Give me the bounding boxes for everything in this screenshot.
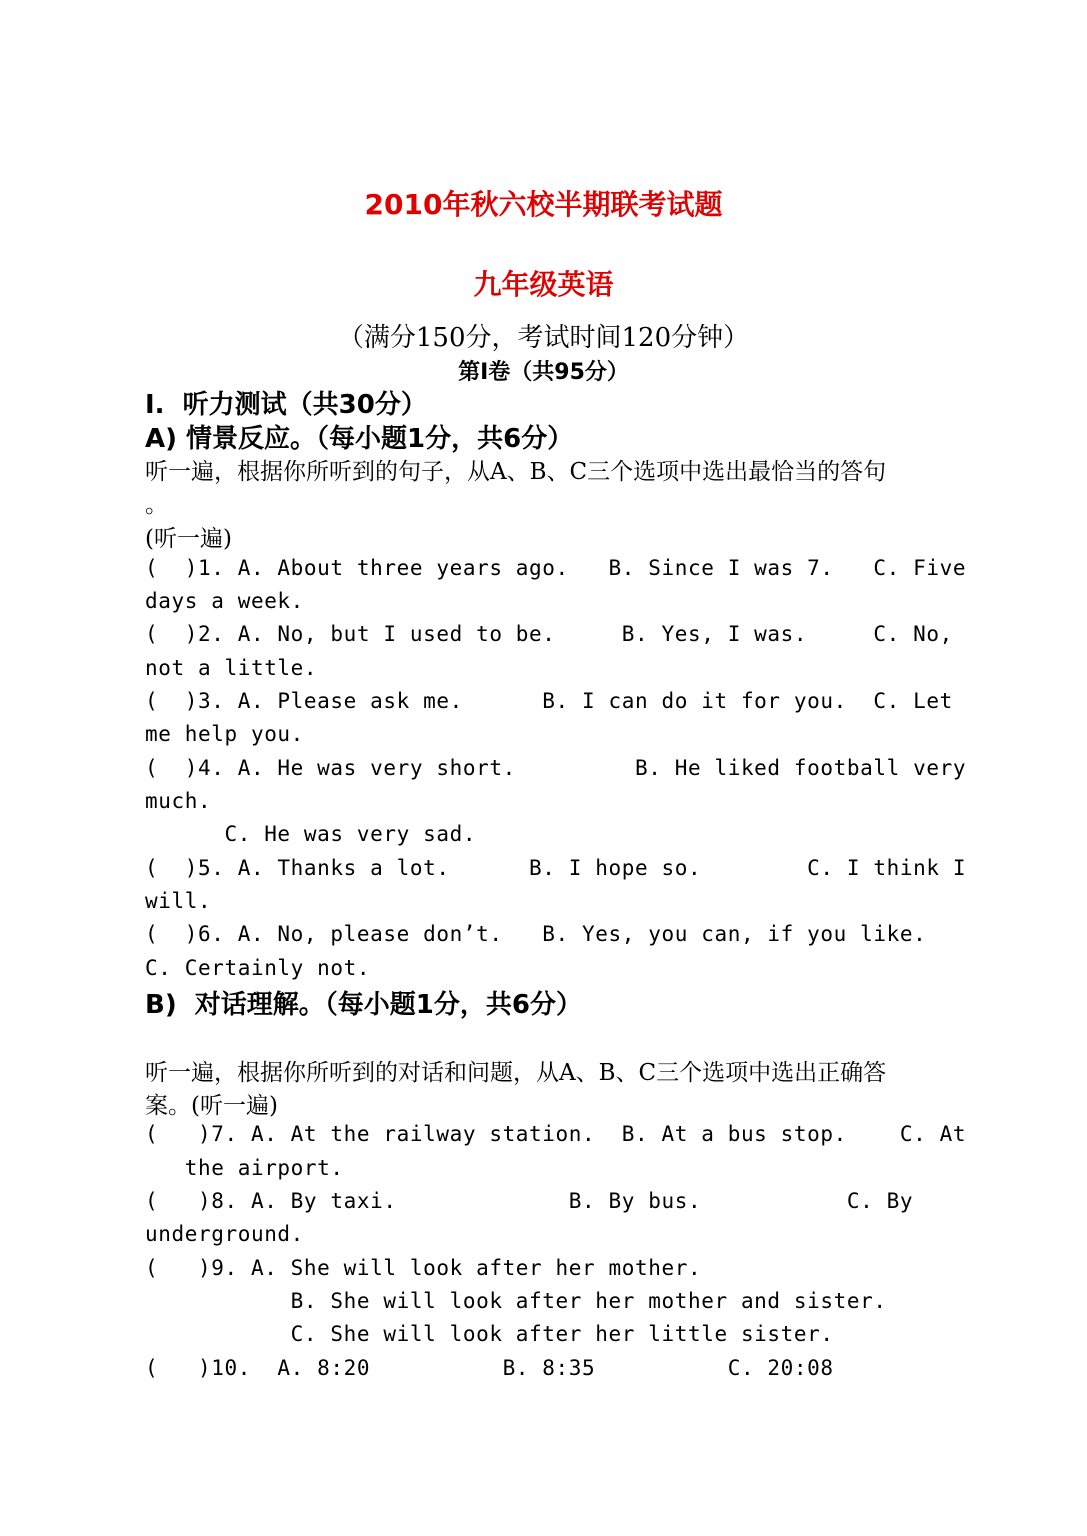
section-heading-listening: I. 听力测试（共30分） <box>145 390 427 420</box>
question-line: not a little. <box>145 656 318 680</box>
question-line: ( )9. A. She will look after her mother. <box>145 1256 702 1280</box>
question-line: underground. <box>145 1222 304 1246</box>
question-line: C. Certainly not. <box>145 956 371 980</box>
question-line: B. She will look after her mother and sister. <box>145 1289 887 1313</box>
question-line: ( )7. A. At the railway station. B. At a bus stop. C. At <box>145 1122 967 1146</box>
exam-title: 2010年秋六校半期联考试题 <box>364 188 723 221</box>
question-line: ( )4. A. He was very short. B. He liked football very <box>145 756 967 780</box>
question-line: the airport. <box>145 1156 344 1180</box>
score-note: （满分150分，考试时间120分钟） <box>337 323 750 353</box>
question-line: ( )8. A. By taxi. B. By bus. C. By <box>145 1189 914 1213</box>
volume-label: 第Ⅰ卷（共95分） <box>458 360 629 385</box>
question-line: ( )2. A. No, but I used to be. B. Yes, I was. C. No, <box>145 622 953 646</box>
question-line: ( )3. A. Please ask me. B. I can do it for you. C. Let <box>145 689 953 713</box>
question-line: ( )5. A. Thanks a lot. B. I hope so. C. I think I <box>145 856 967 880</box>
part-a-heading: A) 情景反应。（每小题1分，共6分） <box>145 424 574 454</box>
part-a-instruction: 听一遍，根据你所听到的句子，从A、B、C三个选项中选出最恰当的答句 <box>145 459 887 485</box>
listen-once-note: (听一遍) <box>145 526 232 552</box>
question-line: days a week. <box>145 589 304 613</box>
question-line: C. He was very sad. <box>145 822 477 846</box>
part-a-instruction-end: 。 <box>145 492 168 518</box>
question-line: will. <box>145 889 212 913</box>
part-b-instruction: 听一遍，根据你所听到的对话和问题，从A、B、C三个选项中选出正确答 <box>145 1060 887 1086</box>
exam-subtitle: 九年级英语 <box>473 268 614 301</box>
question-line: me help you. <box>145 722 304 746</box>
question-line: ( )10. A. 8:20 B. 8:35 C. 20:08 <box>145 1356 834 1380</box>
question-line: C. She will look after her little sister. <box>145 1322 834 1346</box>
part-b-heading: B) 对话理解。（每小题1分，共6分） <box>145 990 582 1020</box>
question-line: much. <box>145 789 212 813</box>
question-line: ( )6. A. No, please don’t. B. Yes, you can, if you like. <box>145 922 927 946</box>
question-line: ( )1. A. About three years ago. B. Since I was 7. C. Five <box>145 556 967 580</box>
part-b-instruction-end: 案。(听一遍) <box>145 1093 278 1119</box>
